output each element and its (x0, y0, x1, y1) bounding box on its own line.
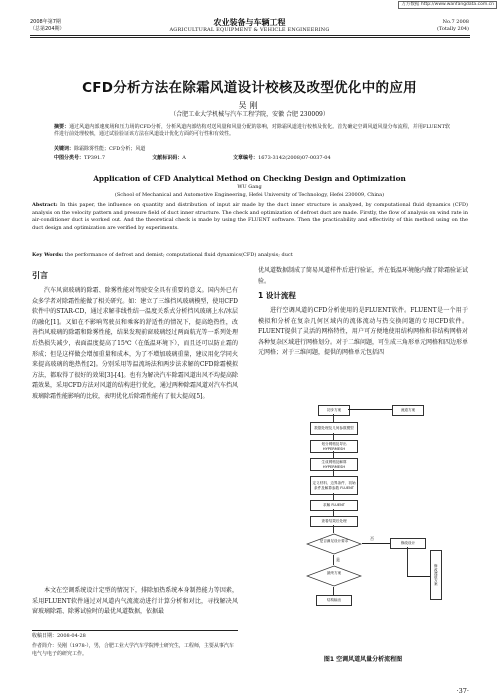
flow-connector-start-input (348, 409, 392, 410)
article-no-value: 1673-3142(2008)07-0037-04 (258, 155, 331, 161)
keywords-en-text: the performance of defrost and demist; computational fluid dynamics(CFD) analysis; duct (65, 252, 293, 258)
journal-title-en: AGRICULTURAL EQUIPMENT & VEHICLE ENGINEERING (169, 27, 330, 33)
flow-arrow-6 (333, 509, 334, 516)
flow-arrow-9 (333, 587, 334, 595)
flow-step-postprocess: 查看结果后处理 (310, 516, 358, 527)
abstract-en-label: Abstract: (32, 202, 58, 208)
flow-arrow-4 (333, 469, 334, 476)
clc-label: 中图分类号： (54, 155, 85, 161)
flow-step-boundary-conditions: 定义材料、边界条件、初始条件及解算参数 FLUENT (310, 476, 358, 495)
flow-modify-box: 修改设计 (390, 538, 426, 549)
paper-title: CFD分析方法在除霜风道设计校核及改型优化中的应用 (82, 80, 417, 96)
flow-arrow-8 (333, 555, 334, 565)
flow-arrow-2 (333, 433, 334, 440)
author-name-en: WU Gang (237, 184, 262, 190)
flow-final-label: 最终方案 (326, 571, 342, 575)
keywords-cn-text: 除霜除雾性能；CFD分析；风道 (74, 146, 146, 152)
section-heading-design-flow: 1 设计流程 (258, 291, 296, 300)
right-intro-paragraph: 优风道数据制成了简易风道样件后进行验证，并在低温环境舱内做了除霜验证试验。 (258, 267, 469, 285)
flow-decision-diamond (306, 533, 362, 555)
abstract-cn-label: 摘要： (54, 124, 70, 130)
paper-title-en: Application of CFD Analytical Method on Checking Design and Optimization (93, 174, 406, 183)
page-number: ·37· (456, 687, 469, 695)
footnote-rule (32, 630, 238, 631)
header-issue: 2008年第7期 (30, 19, 61, 25)
abstract-cn-text: 通过风道内部速度场和压力场的CFD分析，分析风道内部结构对送风量和风量分配的影响，对除霜风道进行校核及优化。首先确定空调风道风量分布流程，并用FLUENT软件进行前处理校核，通过试验验证该方法在风道设计优化方面的可行性和有效性。 (54, 124, 450, 137)
flow-step-mesh-export: 划分网格及导出 HYPERMESH (310, 440, 358, 453)
abstract-en (32, 202, 468, 232)
keywords-en (32, 252, 472, 259)
doc-code-value: A (182, 155, 186, 161)
flow-connector-redesign (407, 576, 430, 577)
classification-line (54, 155, 454, 162)
abstract-en-text: In this paper, the influence on quantity and distribution of input air made by the duct inner structure is analyzed, by computational fluid dynamics (CFD) analysis on the velocity pattern and pressure field of duct inner structure. The check and optimization of defrost duct are made. Firstly, the flow of analysis on wind rate in air-conditioner duct is worked out. And the theoretical check is made by using the FLUENT software. Then the practicability and effectivity of this method using on the duct design and optimization are verified by experiments. (32, 202, 469, 231)
header-rule-thin (30, 37, 470, 38)
flowchart-figure (300, 400, 470, 680)
keywords-cn-label: 关键词： (54, 146, 75, 152)
flow-yes-label: 是 (336, 557, 340, 562)
flow-arrow-7 (333, 525, 334, 533)
section-heading-intro: 引言 (32, 271, 48, 280)
keywords-cn (54, 146, 145, 153)
article-no-label: 文章编号： (233, 155, 259, 161)
footnote-author: 作者简介：吴刚（1978-），男，合肥工业大学汽车学院博士研究生，工程师，主要从事汽车电气与电子的研究工作。 (32, 643, 234, 657)
author-name: 吴刚 (238, 101, 261, 110)
flow-arrow-3 (333, 451, 334, 458)
journal-title-cn: 农业装备与车辆工程 (213, 18, 286, 27)
header-total: (Totally 204) (436, 26, 469, 32)
figure-caption: 图1 空调风道风量分析流程图 (323, 656, 403, 663)
flow-output-box: 结构输出 (316, 595, 352, 606)
flow-step-mesh-generate: 生成网格及解算 HYPERMESH (310, 458, 358, 471)
footnote-received: 收稿日期：2008-04-28 (32, 633, 86, 639)
flow-connector-no (362, 543, 390, 544)
flow-input-box: 流道方案 (392, 405, 424, 416)
flow-decision-diamond-2 (306, 565, 362, 587)
flow-step-geometry: 数据处理及几何参数模型 (310, 422, 358, 435)
flow-arrow-1 (333, 414, 334, 422)
watermark: 万方数据 http://www.wanfangdata.com.cn (398, 1, 497, 9)
author-affiliation: （合肥工业大学机械与汽车工程学院，安徽 合肥 230009） (170, 111, 329, 118)
doc-code-label: 文献标识码： (152, 155, 183, 161)
flow-arrow-5 (333, 493, 334, 500)
abstract-cn (54, 124, 450, 138)
flow-redesign-box: 修改流道方案 (430, 550, 442, 600)
header-rule (30, 35, 470, 36)
flow-no-label: 否 (370, 536, 374, 541)
flow-arrow-modify (407, 547, 408, 577)
author-affiliation-en: (School of Mechanical and Automotive Engineering, Hefei University of Technology, Hefei 230009, China) (114, 192, 385, 198)
clc-value: TP391.7 (84, 155, 106, 161)
intro-paragraph-2: 本文在空调系统设计定型的情况下，排除加热系统本身制热能力等因素，采用FLUENT软件通过对风道内气流流动进行计算分析和对比，寻找解决风窗玻璃除霜、除雾试验时的最优风道数据，依据最 (32, 587, 238, 616)
flow-start-box: 初步方案 (318, 405, 350, 416)
flow-step-solve: 求解 FLUENT (310, 500, 358, 511)
header-volume: No.7 2008 (442, 19, 469, 25)
intro-paragraph-1: 汽车风窗玻璃的除霜、除雾性能对驾驶安全具有重要的意义。国内外已有众多学者对除霜性能做了相关研究。如：建立了三维挡风玻璃模型，使用CFD软件中的STAR-CD，通过求解非线性结一温度关系式分析挡风玻璃上水/冰层的融化[1]。又如在不影响驾驶员和乘客的舒适性的情况下，提高绝热性，改善挡风玻璃的除霜和除雾性能，结果发现前窗玻璃经过两面航光等一系列处理后热损失减少，表面温度提高了15℃（在低温环境下），而且还可以防止霜的形成；但是这样做会增加重量和成本，为了不增加玻璃重量，建议用化学同火来提高玻璃的绝热性[2]。分别采用等温流场法和两步法求解的CFD除霜模拟方法，都取得了很好的效果[3]-[4]。也有为解决汽车除霜风道出风不均提高除霜效果，采用CFD方法对风道的结构进行优化，通过两种除霜风道对汽车挡风玻璃除霜性能影响的比较，表明优化后除霜性能有了很大提高[5]。 (32, 287, 238, 400)
flow-decision-label: 是否满足设计要求 (319, 539, 349, 543)
header-total-issue: （总第204期） (30, 26, 65, 32)
keywords-en-label: Key Words: (32, 252, 64, 258)
design-flow-paragraph: 进行空调风道的CFD分析使用的是FLUENT软件。FLUENT是一个用于模拟和分析在复杂几何区域内的流体流动与热交换问题的专用CFD软件。FLUENT提供了灵活的网格特性，用户可方便地使用结构网格和非结构网格对各种复杂区域进行网格划分。对于二维问题，可生成三角形单元网格和四边形单元网格；对于三维问题，提供的网格单元包括四 (258, 307, 469, 357)
